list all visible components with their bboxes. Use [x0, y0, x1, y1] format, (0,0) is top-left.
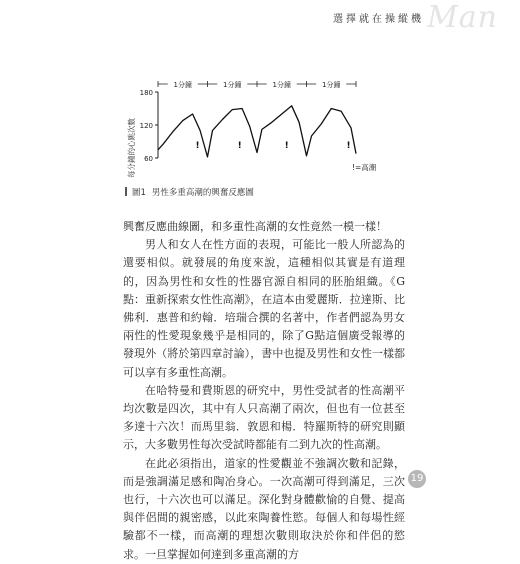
- interval-label: 1分鐘: [272, 81, 291, 89]
- chart-svg: [130, 78, 400, 188]
- interval-label: 1分鐘: [322, 81, 341, 89]
- caption-text: 男性多重高潮的興奮反應圖: [151, 188, 254, 198]
- body-text: [123, 218, 405, 564]
- chart-ylabel: 每分鐘的心跳次數: [127, 118, 136, 178]
- interval-label: 1分鐘: [173, 81, 192, 89]
- running-header-title: 選擇就在操縱機: [333, 14, 424, 25]
- y-tick-label: 180: [139, 89, 153, 97]
- running-header: [0, 0, 520, 36]
- caption-marker: [125, 187, 127, 196]
- orgasm-marker: !: [346, 141, 351, 152]
- series-line: [158, 106, 356, 157]
- figure-heart-rate-chart: [127, 78, 400, 188]
- orgasm-marker: !: [284, 141, 289, 152]
- orgasm-marker: !: [195, 141, 200, 152]
- y-tick-label: 120: [139, 122, 153, 130]
- interval-label: 1分鐘: [223, 81, 242, 89]
- paragraph-3: 在哈特曼和費斯恩的研究中，男性受試者的性高潮平均次數是四次，其中有人只高潮了兩次，但也有一位甚至多達十六次！而馬里翁．敦恩和楊．特羅斯特的研究則顯示，大多數男性每次受試時都能有二到九次的性高潮。: [123, 383, 405, 452]
- legend-text: !=高潮: [352, 163, 377, 172]
- caption-label: 圖1: [132, 188, 146, 198]
- figure-caption: [125, 186, 254, 198]
- paragraph-1: 興奮反應曲線圖，和多重性高潮的女性竟然一模一樣！: [123, 220, 387, 233]
- paragraph-4: 在此必須指出，道家的性愛觀並不強調次數和記錄，而是強調滿足感和陶冶身心。一次高潮可得到滿足，三次也行，十六次也可以滿足。深化對身體歡愉的自覺、提高與伴侶間的親密感，以此來陶養性慾。每個人和每場性經驗都不一樣，而高潮的理想次數則取決於你和伴侶的慾求。一旦掌握如何達到多重高潮的方: [123, 456, 405, 561]
- orgasm-marker: !: [237, 141, 242, 152]
- y-tick-label: 60: [144, 155, 153, 163]
- running-header-decoration: Man: [427, 0, 498, 35]
- page-number: 19: [408, 470, 426, 488]
- paragraph-2: 男人和女人在性方面的表現，可能比一般人所認為的還要相似。就發展的角度來說，這種相似其實是有道理的，因為男性和女性的性器官源自相同的胚胎組織。《G點：重新探索女性性高潮》，在這本由愛麗斯．拉達斯、比佛利．惠普和約翰．培瑞合撰的名著中，作者們認為男女兩性的性愛現象幾乎是相同的，除了G點這個廣受報導的發現外（將於第四章討論），書中也提及男性和女性一樣都可以享有多重性高潮。: [123, 238, 405, 379]
